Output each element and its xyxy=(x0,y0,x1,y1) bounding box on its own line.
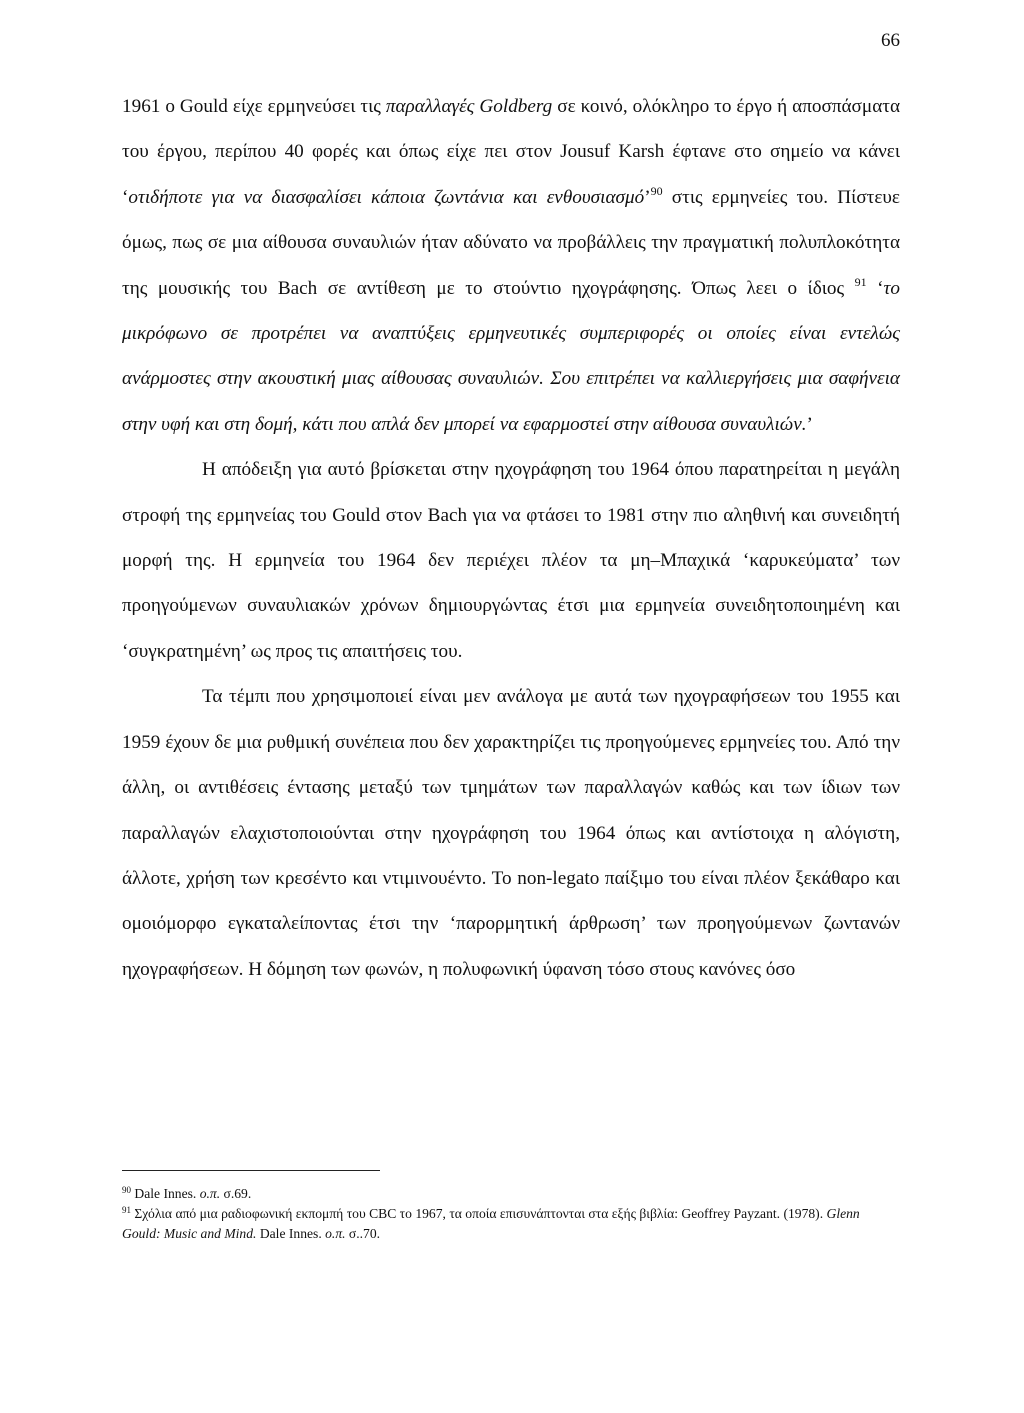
footnote-ref-90[interactable]: 90 xyxy=(650,183,663,198)
footnote-text: σ..70. xyxy=(345,1226,381,1241)
quote-mark: ‘ xyxy=(866,277,884,299)
quote-mark: ’ xyxy=(806,413,813,435)
footnote-italic: ο.π. xyxy=(199,1186,221,1201)
footnotes xyxy=(122,1184,900,1244)
footnote-italic: ο.π. xyxy=(325,1226,346,1241)
footnote-number: 90 xyxy=(122,1185,131,1195)
footnote-90 xyxy=(122,1184,900,1204)
italic-work-title: παραλλαγές Goldberg xyxy=(385,96,553,117)
footnote-text: σ.69. xyxy=(220,1186,252,1201)
footnote-text: Dale Innes. xyxy=(131,1186,200,1201)
footnote-ref-91[interactable]: 91 xyxy=(854,274,867,289)
italic-quote: το μικρόφωνο σε προτρέπει να αναπτύξεις ερμηνευτικές συμπεριφορές οι οποίες είναι εντελώς ανάρμοστες στην ακουστική μιας αίθουσας συναυλιών. Σου επιτρέπει να καλλιεργήσεις μια σαφήνεια στην υφή και στη δομή, κάτι που απλά δεν μπορεί να εφαρμοστεί στην αίθουσα συναυλιών. xyxy=(122,277,900,435)
paragraph-1 xyxy=(122,84,900,447)
footnote-separator xyxy=(122,1170,380,1171)
text-run: στις ερμηνείες του. Πίστευε όμως, πως σε μια αίθουσα συναυλιών ήταν αδύνατο να προβάλλεις την πραγματική πολυπλοκότητα της μουσικής του Bach σε αντίθεση με το στούντιο ηχογράφησης. Όπως λεει ο ίδιος xyxy=(122,186,900,299)
italic-quote: οτιδήποτε για να διασφαλίσει κάποια ζωντάνια και ενθουσιασμό xyxy=(128,186,645,208)
footnote-book-title: Glenn Gould: Music and Mind. xyxy=(122,1206,860,1241)
body-text xyxy=(122,84,900,992)
footnote-text: Σχόλια από μια ραδιοφωνική εκπομπή του CBC το 1967, τα οποία επισυνάπτονται στα εξής βιβλία: Geoffrey Payzant. (1978). xyxy=(131,1206,827,1221)
paragraph-3: Τα τέμπι που χρησιμοποιεί είναι μεν ανάλογα με αυτά των ηχογραφήσεων του 1955 και 1959 έχουν δε μια ρυθμική συνέπεια που δεν χαρακτηρίζει τις προηγούμενες ερμηνείες του. Από την άλλη, οι αντιθέσεις έντασης μεταξύ των τμημάτων των παραλλαγών καθώς και των ίδιων των παραλλαγών ελαχιστοποιούνται στην ηχογράφηση του 1964 όπως και αντίστοιχα η αλόγιστη, άλλοτε, χρήση των κρεσέντο και ντιμινουέντο. Το non-legato παίξιμο του είναι πλέον ξεκάθαρο και ομοιόμορφο εγκαταλείποντας έτσι την ‘παρορμητική άρθρωση’ των προηγούμενων ζωντανών ηχογραφήσεων. Η δόμηση των φωνών, η πολυφωνική ύφανση τόσο στους κανόνες όσο xyxy=(122,686,900,980)
text-run: σε κοινό, ολόκληρο το έργο ή αποσπάσματα του έργου, περίπου 40 φορές και όπως είχε πει στον Jousuf Karsh έφτανε στο σημείο να κάνει ‘ xyxy=(122,96,901,208)
footnote-text: Dale Innes. xyxy=(256,1226,326,1241)
footnote-91 xyxy=(122,1204,900,1244)
quote-mark: ’ xyxy=(644,186,651,208)
text-run: 1961 ο Gould είχε ερμηνεύσει τις xyxy=(122,96,386,117)
page-number: 66 xyxy=(881,30,900,51)
paragraph-2: Η απόδειξη για αυτό βρίσκεται στην ηχογράφηση του 1964 όπου παρατηρείται η μεγάλη στροφή της ερμηνείας του Gould στον Bach για να φτάσει το 1981 στην πιο αληθινή και συνειδητή μορφή της. Η ερμηνεία του 1964 δεν περιέχει πλέον τα μη–Μπαχικά ‘καρυκεύματα’ των προηγούμενων συναυλιακών χρόνων δημιουργώντας έτσι μια ερμηνεία συνειδητοποιημένη και ‘συγκρατημένη’ ως προς τις απαιτήσεις του. xyxy=(122,459,900,662)
footnote-number: 91 xyxy=(122,1205,131,1215)
